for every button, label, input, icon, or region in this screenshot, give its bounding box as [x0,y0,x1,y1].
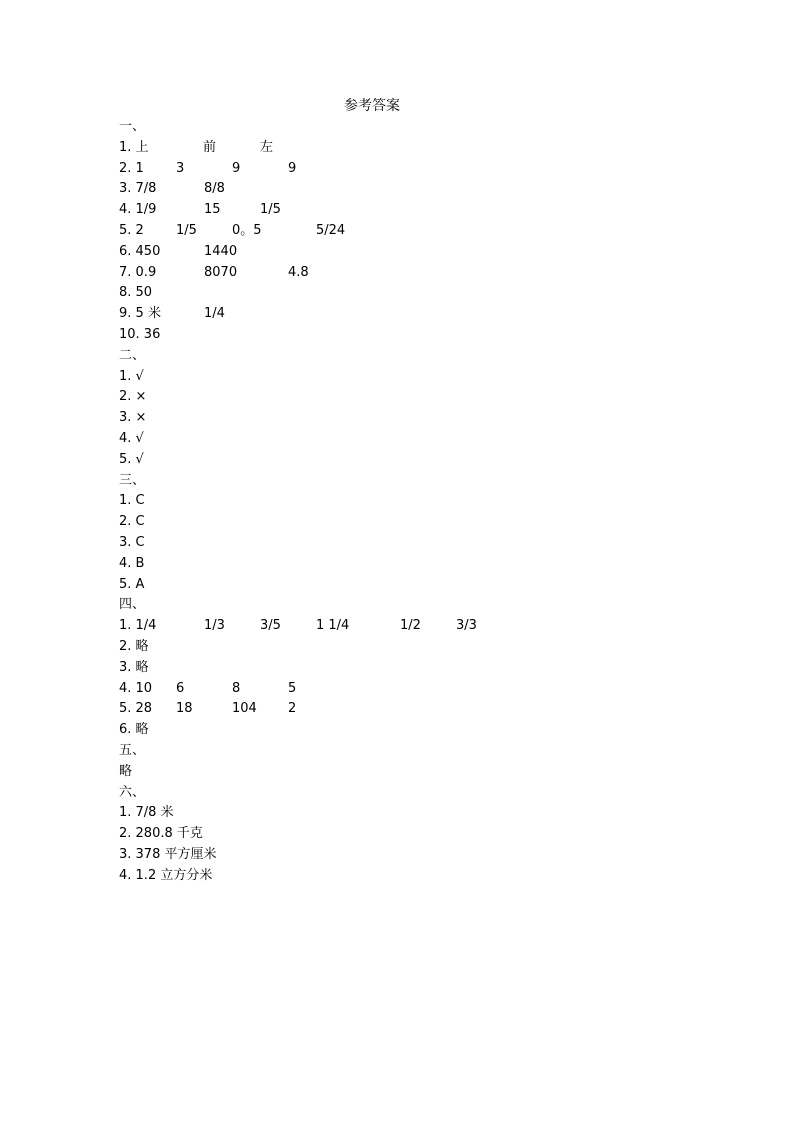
answer-cell: 6 [176,680,185,696]
answer-cell: 1440 [204,243,238,259]
answer-cell: 9 [288,160,297,176]
answer-cell: 5 [288,680,297,696]
answer-cell: 略 [119,763,133,779]
answer-cell: 1/3 [204,618,225,634]
answer-cell: 一、 [119,119,146,134]
answer-row [119,429,739,450]
answer-cell: 1. C [119,493,145,509]
answer-cell: 1/4 [204,306,225,322]
answer-cell: 4. B [119,555,145,571]
answer-cell: 0。5 [232,222,262,238]
answer-row [119,699,739,720]
section-heading [119,595,739,616]
answer-cell: 1. 上 [119,139,149,155]
answer-row [119,283,739,304]
answer-cell: 9. 5 米 [119,306,161,322]
answer-cell: 1. 1/4 [119,618,157,634]
answer-row [119,824,739,845]
answer-cell: 5. √ [119,451,144,467]
answer-row [119,304,739,325]
answer-row [119,387,739,408]
answer-cell: 五、 [119,742,146,758]
answer-cell: 三、 [119,472,146,488]
answer-row [119,408,739,429]
answer-row [119,679,739,700]
answer-cell: 6. 略 [119,722,149,738]
answer-row [119,554,739,575]
page-title: 参考答案 [344,98,400,114]
answer-cell: 四、 [119,597,146,613]
answer-cell: 8. 50 [119,285,153,301]
answer-cell: 5. A [119,576,145,592]
answer-row [119,658,739,679]
answer-row [119,159,739,180]
answer-cell: 3/3 [456,618,477,634]
answer-row [119,762,739,783]
answer-row [119,512,739,533]
answer-cell: 104 [232,701,257,717]
section-heading [119,117,739,138]
answer-row [119,367,739,388]
answer-cell: 3. 略 [119,659,149,675]
answer-row [119,138,739,159]
answer-row [119,491,739,512]
answer-cell: 4. 10 [119,680,153,696]
answer-cell: 18 [176,701,193,717]
answer-cell: 3. C [119,534,145,550]
answer-cell: 9 [232,160,241,176]
answer-cell: 1. 7/8 米 [119,805,174,821]
answer-row [119,533,739,554]
answer-cell: 二、 [119,347,146,363]
answer-cell: 5/24 [316,222,346,238]
answer-cell: 10. 36 [119,326,161,342]
answer-row [119,803,739,824]
answer-cell: 4. 1/9 [119,202,157,218]
answer-cell: 3. 378 平方厘米 [119,846,217,862]
answer-cell: 4. √ [119,430,144,446]
answer-cell: 4. 1.2 立方分米 [119,867,213,883]
answer-cell: 左 [260,139,274,155]
answer-cell: 3/5 [260,618,281,634]
answer-cell: 7. 0.9 [119,264,157,280]
answer-row [119,845,739,866]
answer-row [119,242,739,263]
answer-cell: 1/5 [176,222,197,238]
answer-cell: 1/2 [400,618,421,634]
answer-cell: 6. 450 [119,243,161,259]
answer-cell: 4.8 [288,264,309,280]
answer-cell: 1. √ [119,368,144,384]
answer-cell: 2. 280.8 千克 [119,826,203,842]
answer-cell: 1 1/4 [316,618,350,634]
answer-row [119,325,739,346]
answer-cell: 3. 7/8 [119,181,157,197]
answer-cell: 前 [203,139,217,155]
answer-row [119,575,739,596]
answer-cell: 15 [204,202,221,218]
answer-cell: 8/8 [204,181,225,197]
section-heading [119,471,739,492]
answer-cell: 8070 [204,264,238,280]
answer-cell: 3 [176,160,185,176]
answer-cell: 2. 略 [119,638,149,654]
answer-row [119,866,739,887]
answer-cell: 2 [288,701,297,717]
answer-row [119,221,739,242]
answer-row [119,720,739,741]
answer-cell: 2. × [119,389,147,405]
answer-row [119,200,739,221]
answer-cell: 2. C [119,514,145,530]
section-heading [119,346,739,367]
answer-cell: 8 [232,680,241,696]
answer-row [119,179,739,200]
answer-row [119,637,739,658]
answer-row [119,263,739,284]
answer-cell: 2. 1 [119,160,144,176]
answer-cell: 3. × [119,410,147,426]
answer-row [119,616,739,637]
answer-cell: 5. 2 [119,222,144,238]
section-heading [119,783,739,804]
answer-list [119,117,739,886]
answer-cell: 六、 [119,784,146,800]
answer-row [119,450,739,471]
answer-cell: 5. 28 [119,701,153,717]
answer-cell: 1/5 [260,202,281,218]
section-heading [119,741,739,762]
